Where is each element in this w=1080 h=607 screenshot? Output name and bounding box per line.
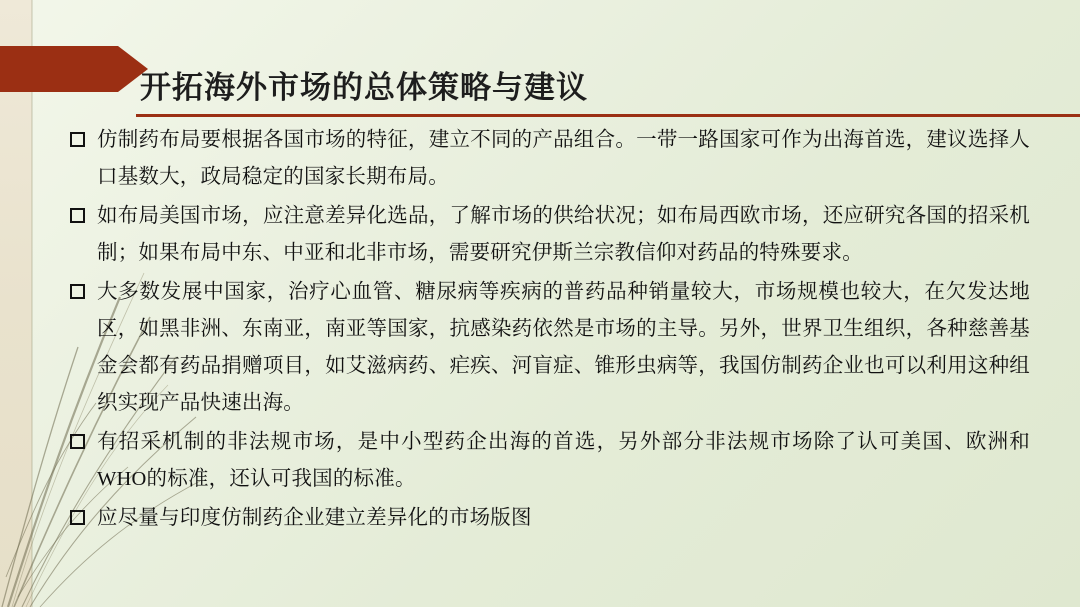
square-bullet-icon bbox=[70, 434, 85, 449]
list-item-text: 仿制药布局要根据各国市场的特征，建立不同的产品组合。一带一路国家可作为出海首选，建议选择人口基数大，政局稳定的国家长期布局。 bbox=[97, 129, 1030, 188]
list-item bbox=[70, 122, 1030, 196]
list-item-text: 应尽量与印度仿制药企业建立差异化的市场版图 bbox=[97, 507, 532, 529]
square-bullet-icon bbox=[70, 132, 85, 147]
list-item bbox=[70, 198, 1030, 272]
list-item bbox=[70, 274, 1030, 422]
page-title: 开拓海外市场的总体策略与建议 bbox=[140, 70, 588, 105]
list-item-text: 有招采机制的非法规市场，是中小型药企出海的首选，另外部分非法规市场除了认可美国、欧洲和WHO的标准，还认可我国的标准。 bbox=[97, 431, 1030, 490]
title-bar bbox=[0, 28, 1080, 105]
list-item bbox=[70, 424, 1030, 498]
square-bullet-icon bbox=[70, 208, 85, 223]
list-item-text: 如布局美国市场，应注意差异化选品，了解市场的供给状况；如布局西欧市场，还应研究各国的招采机制；如果布局中东、中亚和北非市场，需要研究伊斯兰宗教信仰对药品的特殊要求。 bbox=[97, 205, 1030, 264]
bullet-list bbox=[70, 122, 1030, 539]
list-item bbox=[70, 500, 1030, 537]
square-bullet-icon bbox=[70, 510, 85, 525]
list-item-text: 大多数发展中国家，治疗心血管、糖尿病等疾病的普药品种销量较大，市场规模也较大，在欠发达地区，如黑非洲、东南亚，南亚等国家，抗感染药依然是市场的主导。另外，世界卫生组织，各种慈善基金会都有药品捐赠项目，如艾滋病药、疟疾、河盲症、锥形虫病等，我国仿制药企业也可以利用这种组织实现产品快速出海。 bbox=[97, 281, 1030, 414]
square-bullet-icon bbox=[70, 284, 85, 299]
title-underline bbox=[136, 114, 1080, 117]
